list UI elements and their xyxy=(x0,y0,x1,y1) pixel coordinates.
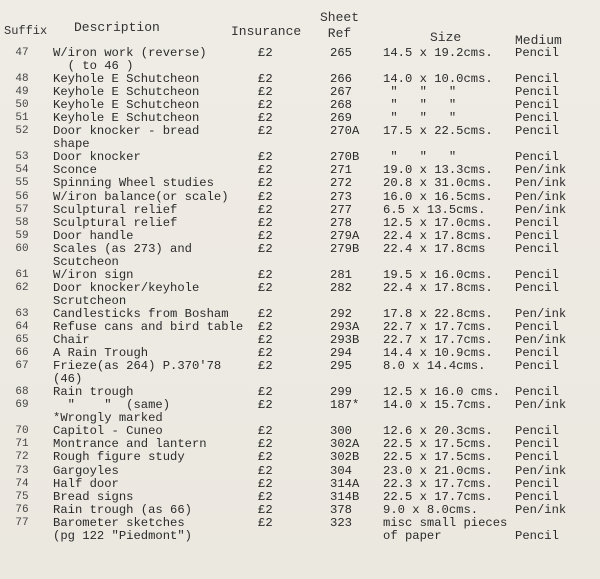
cell-suffix: 48 xyxy=(15,73,29,86)
cell-ref: 273 xyxy=(330,189,352,204)
cell-medium: Pencil xyxy=(515,450,559,465)
header-sheet: Sheet xyxy=(320,10,360,25)
cell-insurance: £2 xyxy=(258,515,273,530)
cell-medium: Pencil xyxy=(515,346,559,361)
table-row xyxy=(0,360,600,373)
cell-ref: 299 xyxy=(330,385,352,400)
cell-size: 22.5 x 17.5cms. xyxy=(383,437,493,452)
cell-medium: Pencil xyxy=(515,72,559,87)
cell-insurance: £2 xyxy=(258,280,273,295)
cell-medium: Pen/ink xyxy=(515,202,567,217)
cell-ref: 270B xyxy=(330,150,360,165)
cell-insurance: £2 xyxy=(258,333,273,348)
cell-description: shape xyxy=(53,137,90,152)
cell-size: 22.7 x 17.7cms. xyxy=(383,333,493,348)
cell-size: 14.4 x 10.9cms. xyxy=(383,346,493,361)
cell-description: Bread signs xyxy=(53,489,134,504)
cell-ref: 323 xyxy=(330,515,352,530)
table-row xyxy=(0,491,600,504)
cell-description: Candlesticks from Bosham xyxy=(53,306,229,321)
cell-suffix: 60 xyxy=(15,242,29,255)
table-row xyxy=(0,269,600,282)
cell-suffix: 62 xyxy=(15,281,29,294)
cell-description: ( to 46 ) xyxy=(53,59,134,74)
cell-ref: 282 xyxy=(330,280,352,295)
cell-medium: Pencil xyxy=(515,228,559,243)
cell-description: Scrutcheon xyxy=(53,293,127,308)
cell-medium: Pen/ink xyxy=(515,333,567,348)
cell-size: 12.5 x 16.0 cms. xyxy=(383,385,501,400)
cell-ref: 277 xyxy=(330,202,352,217)
table-row xyxy=(0,217,600,230)
cell-insurance: £2 xyxy=(258,98,273,113)
cell-suffix: 71 xyxy=(15,438,29,451)
cell-suffix: 53 xyxy=(15,151,29,164)
cell-ref: 279A xyxy=(330,228,360,243)
cell-suffix: 57 xyxy=(15,203,29,216)
cell-medium: Pencil xyxy=(515,359,559,374)
cell-medium: Pen/ink xyxy=(515,163,567,178)
cell-size: 12.5 x 17.0cms. xyxy=(383,215,493,230)
cell-size: 22.3 x 17.7cms. xyxy=(383,476,493,491)
cell-description: Rain trough xyxy=(53,385,134,400)
cell-insurance: £2 xyxy=(258,502,273,517)
cell-insurance: £2 xyxy=(258,463,273,478)
cell-description: Keyhole E Schutcheon xyxy=(53,72,200,87)
catalogue-table xyxy=(0,47,600,543)
cell-description: (46) xyxy=(53,372,83,387)
cell-insurance: £2 xyxy=(258,215,273,230)
header-ref: Ref xyxy=(327,26,352,41)
cell-suffix: 55 xyxy=(15,177,29,190)
cell-insurance: £2 xyxy=(258,176,273,191)
cell-medium: Pencil xyxy=(515,111,559,126)
cell-suffix: 72 xyxy=(15,451,29,464)
cell-description: Scutcheon xyxy=(53,254,119,269)
cell-description: Scales (as 273) and xyxy=(53,241,192,256)
cell-suffix: 74 xyxy=(15,477,29,490)
cell-insurance: £2 xyxy=(258,306,273,321)
cell-ref: 272 xyxy=(330,176,352,191)
cell-suffix: 67 xyxy=(15,360,29,373)
cell-suffix: 77 xyxy=(15,516,29,529)
table-row xyxy=(0,465,600,478)
cell-suffix: 68 xyxy=(15,386,29,399)
cell-medium: Pen/ink xyxy=(515,189,567,204)
cell-ref: 270A xyxy=(330,124,360,139)
cell-description: Rain trough (as 66) xyxy=(53,502,192,517)
cell-description: Door handle xyxy=(53,228,134,243)
cell-suffix: 64 xyxy=(15,320,29,333)
table-row xyxy=(0,530,600,543)
cell-insurance: £2 xyxy=(258,124,273,139)
cell-size: 9.0 x 8.0cms. xyxy=(383,502,479,517)
cell-ref: 267 xyxy=(330,85,352,100)
cell-size: 14.5 x 19.2cms. xyxy=(383,46,493,60)
cell-suffix: 70 xyxy=(15,425,29,438)
cell-description: Frieze(as 264) P.370'78 xyxy=(53,359,222,374)
table-row xyxy=(0,125,600,138)
cell-description: Capitol - Cuneo xyxy=(53,424,163,439)
cell-size: 22.5 x 17.7cms. xyxy=(383,489,493,504)
cell-size: 14.0 x 15.7cms. xyxy=(383,398,493,413)
cell-description: A Rain Trough xyxy=(53,346,149,361)
cell-size: 23.0 x 21.0cms. xyxy=(383,463,493,478)
cell-description: *Wrongly marked xyxy=(53,411,163,426)
cell-size: " " " xyxy=(383,150,457,165)
cell-suffix: 66 xyxy=(15,347,29,360)
table-row xyxy=(0,204,600,217)
table-row xyxy=(0,451,600,464)
cell-suffix: 49 xyxy=(15,86,29,99)
cell-description: Sconce xyxy=(53,163,97,178)
cell-size: 19.0 x 13.3cms. xyxy=(383,163,493,178)
cell-description: Refuse cans and bird table xyxy=(53,319,244,334)
cell-size: 8.0 x 14.4cms. xyxy=(383,359,486,374)
table-row xyxy=(0,478,600,491)
cell-suffix: 76 xyxy=(15,503,29,516)
cell-insurance: £2 xyxy=(258,202,273,217)
cell-description: Rough figure study xyxy=(53,450,185,465)
cell-size: 12.6 x 20.3cms. xyxy=(383,424,493,439)
cell-suffix: 75 xyxy=(15,490,29,503)
cell-medium: Pencil xyxy=(515,280,559,295)
cell-insurance: £2 xyxy=(258,111,273,126)
cell-size: " " " xyxy=(383,111,457,126)
cell-medium: Pencil xyxy=(515,528,559,543)
cell-suffix: 73 xyxy=(15,464,29,477)
cell-medium: Pencil xyxy=(515,46,559,60)
cell-ref: 271 xyxy=(330,163,352,178)
header-suffix: Suffix xyxy=(4,24,48,38)
cell-size: 22.7 x 17.7cms. xyxy=(383,319,493,334)
cell-size: 20.8 x 31.0cms. xyxy=(383,176,493,191)
cell-suffix: 50 xyxy=(15,99,29,112)
table-row xyxy=(0,230,600,243)
cell-ref: 300 xyxy=(330,424,352,439)
cell-ref: 266 xyxy=(330,72,352,87)
cell-insurance: £2 xyxy=(258,150,273,165)
cell-ref: 292 xyxy=(330,306,352,321)
cell-medium: Pencil xyxy=(515,319,559,334)
table-row xyxy=(0,517,600,530)
header-insurance: Insurance xyxy=(231,24,302,39)
cell-ref: 314B xyxy=(330,489,360,504)
cell-description: Montrance and lantern xyxy=(53,437,207,452)
cell-medium: Pen/ink xyxy=(515,176,567,191)
cell-suffix: 65 xyxy=(15,334,29,347)
cell-suffix: 47 xyxy=(15,47,29,59)
cell-suffix: 69 xyxy=(15,399,29,412)
cell-size: 22.4 x 17.8cms. xyxy=(383,280,493,295)
cell-insurance: £2 xyxy=(258,319,273,334)
cell-medium: Pencil xyxy=(515,489,559,504)
cell-suffix: 61 xyxy=(15,268,29,281)
cell-size: 22.4 x 17.8cms. xyxy=(383,228,493,243)
cell-medium: Pencil xyxy=(515,98,559,113)
cell-size: " " " xyxy=(383,98,457,113)
cell-ref: 302B xyxy=(330,450,360,465)
cell-size: " " " xyxy=(383,85,457,100)
header-medium: Medium xyxy=(515,33,562,48)
cell-insurance: £2 xyxy=(258,346,273,361)
cell-size: misc small pieces xyxy=(383,515,508,530)
table-row xyxy=(0,321,600,334)
cell-ref: 268 xyxy=(330,98,352,113)
table-row xyxy=(0,504,600,517)
cell-insurance: £2 xyxy=(258,189,273,204)
cell-size: 6.5 x 13.5cms. xyxy=(383,202,486,217)
cell-description: W/iron work (reverse) xyxy=(53,46,207,60)
cell-ref: 187* xyxy=(330,398,360,413)
cell-ref: 278 xyxy=(330,215,352,230)
cell-ref: 265 xyxy=(330,46,352,60)
table-row xyxy=(0,177,600,190)
cell-ref: 269 xyxy=(330,111,352,126)
cell-medium: Pen/ink xyxy=(515,502,567,517)
cell-size: 17.8 x 22.8cms. xyxy=(383,306,493,321)
cell-ref: 293A xyxy=(330,319,360,334)
cell-medium: Pencil xyxy=(515,150,559,165)
cell-suffix: 56 xyxy=(15,190,29,203)
cell-ref: 294 xyxy=(330,346,352,361)
header-sheet-ref xyxy=(320,10,359,42)
cell-size: 17.5 x 22.5cms. xyxy=(383,124,493,139)
cell-insurance: £2 xyxy=(258,267,273,282)
cell-medium: Pen/ink xyxy=(515,398,567,413)
cell-suffix: 59 xyxy=(15,229,29,242)
cell-size: 14.0 x 10.0cms. xyxy=(383,72,493,87)
cell-description: (pg 122 "Piedmont") xyxy=(53,528,192,543)
cell-description: Keyhole E Schutcheon xyxy=(53,98,200,113)
cell-description: Chair xyxy=(53,333,90,348)
cell-medium: Pencil xyxy=(515,215,559,230)
cell-insurance: £2 xyxy=(258,437,273,452)
cell-ref: 314A xyxy=(330,476,360,491)
cell-ref: 302A xyxy=(330,437,360,452)
cell-medium: Pencil xyxy=(515,424,559,439)
cell-description: Keyhole E Schutcheon xyxy=(53,85,200,100)
cell-description: Sculptural relief xyxy=(53,202,178,217)
cell-suffix: 52 xyxy=(15,125,29,138)
cell-insurance: £2 xyxy=(258,398,273,413)
cell-medium: Pen/ink xyxy=(515,463,567,478)
table-row xyxy=(0,256,600,269)
cell-ref: 281 xyxy=(330,267,352,282)
table-row xyxy=(0,191,600,204)
cell-size: 16.0 x 16.5cms. xyxy=(383,189,493,204)
cell-insurance: £2 xyxy=(258,163,273,178)
cell-medium: Pencil xyxy=(515,385,559,400)
header-size: Size xyxy=(430,30,462,45)
table-row xyxy=(0,295,600,308)
cell-description: " " (same) xyxy=(53,398,171,413)
cell-medium: Pen/ink xyxy=(515,306,567,321)
cell-insurance: £2 xyxy=(258,489,273,504)
cell-description: W/iron sign xyxy=(53,267,134,282)
cell-insurance: £2 xyxy=(258,72,273,87)
cell-medium: Pencil xyxy=(515,124,559,139)
cell-ref: 293B xyxy=(330,333,360,348)
cell-ref: 279B xyxy=(330,241,360,256)
cell-medium: Pencil xyxy=(515,437,559,452)
cell-description: Door knocker - bread xyxy=(53,124,200,139)
cell-size: of paper xyxy=(383,528,442,543)
cell-description: Barometer sketches xyxy=(53,515,185,530)
cell-insurance: £2 xyxy=(258,359,273,374)
cell-description: Door knocker/keyhole xyxy=(53,280,200,295)
cell-description: Door knocker xyxy=(53,150,141,165)
table-row xyxy=(0,243,600,256)
cell-suffix: 58 xyxy=(15,216,29,229)
cell-insurance: £2 xyxy=(258,46,273,60)
cell-description: Half door xyxy=(53,476,119,491)
cell-description: Spinning Wheel studies xyxy=(53,176,214,191)
cell-insurance: £2 xyxy=(258,450,273,465)
table-row xyxy=(0,282,600,295)
cell-medium: Pencil xyxy=(515,241,559,256)
cell-description: Sculptural relief xyxy=(53,215,178,230)
cell-size: 19.5 x 16.0cms. xyxy=(383,267,493,282)
cell-suffix: 51 xyxy=(15,112,29,125)
cell-insurance: £2 xyxy=(258,476,273,491)
cell-medium: Pencil xyxy=(515,476,559,491)
cell-ref: 295 xyxy=(330,359,352,374)
cell-size: 22.5 x 17.5cms. xyxy=(383,450,493,465)
header-description: Description xyxy=(74,20,160,35)
cell-suffix: 54 xyxy=(15,164,29,177)
cell-medium: Pencil xyxy=(515,85,559,100)
cell-suffix: 63 xyxy=(15,307,29,320)
cell-description: Keyhole E Schutcheon xyxy=(53,111,200,126)
cell-insurance: £2 xyxy=(258,424,273,439)
cell-size: 22.4 x 17.8cms xyxy=(383,241,486,256)
cell-insurance: £2 xyxy=(258,241,273,256)
cell-medium: Pencil xyxy=(515,267,559,282)
cell-insurance: £2 xyxy=(258,385,273,400)
cell-insurance: £2 xyxy=(258,85,273,100)
cell-description: W/iron balance(or scale) xyxy=(53,189,229,204)
cell-ref: 304 xyxy=(330,463,352,478)
cell-description: Gargoyles xyxy=(53,463,119,478)
cell-insurance: £2 xyxy=(258,228,273,243)
cell-ref: 378 xyxy=(330,502,352,517)
